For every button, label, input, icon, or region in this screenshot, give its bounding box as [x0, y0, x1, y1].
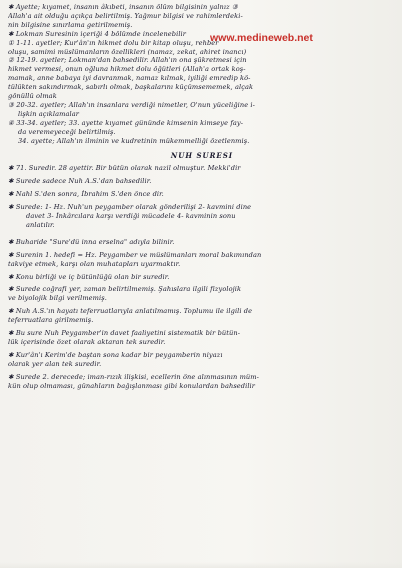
text-line: oluşu, samimi müslümanların özellikleri (namaz, zekat, ahiret inancı)	[8, 47, 247, 56]
text-line: Allah'a ait olduğu açıkça belirtilmiş. Yağmur bilgisi ve rahimlerdeki-	[8, 11, 243, 20]
text-line: ① 1-11. ayetler; Kur'ân'ın hikmet dolu bir kitap oluşu, rehber	[8, 38, 219, 47]
text-line: ③ 20-32. ayetler; Allah'ın insanlara verdiği nimetler, O'nun yüceliğine i-	[8, 100, 255, 109]
text-line: kün olup olmaması, günahların bağışlanması gibi konulardan bahsedilir	[8, 381, 256, 390]
text-line: takviye etmek, karşı olan muhatapları uyarmaktır.	[8, 259, 181, 268]
text-line: lük içerisinde özet olarak aktaran tek suredir.	[8, 338, 166, 346]
text-line: mamak, anne babaya iyi davranmak, namaz kılmak, iyiliği emredip kö-	[8, 74, 251, 83]
text-line: ✱ Bu sure Nuh Peygamber'in davet faaliyetini sistematik bir bütün-	[8, 329, 241, 338]
text-line: 34. ayette; Allah'ın ilminin ve kudretinin mükemmelliği özetlenmiş.	[18, 136, 250, 145]
text-line: ✱ Kur'ân'ı Kerim'de baştan sona kadar bir peygamberin niyazı	[8, 350, 223, 359]
text-line: ✱ Surede: 1- Hz. Nuh'un peygamber olarak gönderilişi 2- kavmini dine	[8, 203, 252, 212]
text-line: ✱ Surede sadece Nuh A.S.'dan bahsedilir.	[8, 177, 152, 186]
nuh-details-section	[8, 238, 396, 391]
text-line: teferruatlara girilmemiş.	[8, 316, 94, 325]
section-heading	[8, 152, 396, 161]
text-line: ✱ Ayette; kıyamet, insanın âkıbeti, insanın ölüm bilgisinin yalnız ③	[8, 3, 238, 11]
text-line: ✱ Surede 2. derecede; iman-rızık ilişkisi, ecellerin öne alınmasının müm-	[8, 372, 259, 381]
text-line: gönüllü olmak	[8, 92, 57, 101]
text-line: davet 3- İnkârcılara karşı verdiği mücadele 4- kavminin sonu	[26, 212, 236, 221]
text-line: ✱ 71. Suredir. 28 ayettir. Bir bütün olarak nazil olmuştur. Mekki'dir	[8, 164, 241, 173]
text-line: ve biyolojik bilgi verilmemiş.	[8, 294, 107, 303]
text-line: ✱ Surenin 1. hedefi = Hz. Peygamber ve müslümanları moral bakımından	[8, 250, 262, 259]
text-line: ✱ Konu birliği ve iç bütünlüğü olan bir suredir.	[8, 272, 170, 281]
page-edge-shadow	[0, 562, 402, 568]
text-line: hikmet vermesi, onun oğluna hikmet dolu öğütleri (Allah'a ortak koş-	[8, 65, 246, 74]
text-line: ✱ Nuh A.S.'ın hayatı teferruatlarıyla anlatılmamış. Toplumu ile ilgili de	[8, 307, 253, 316]
website-watermark: www.medineweb.net	[210, 32, 313, 44]
text-line: ✱ Surede coğrafi yer, zaman belirtilmemiş. Şahıslara ilgili fizyolojik	[8, 285, 242, 294]
text-line: lişkin açıklamalar	[18, 109, 79, 118]
text-line: ② 12-19. ayetler; Lokman'dan bahsedilir. Allah'ın ona şükretmesi için	[8, 56, 247, 65]
text-line: tülükten sakındırmak, sabırlı olmak, başkalarını küçümsememek, alçak	[8, 83, 254, 92]
text-line: olarak yer alan tek suredir.	[8, 359, 102, 368]
text-line: nin bilgisine sınırlama getirilmemiş.	[8, 20, 133, 29]
text-line: ✱ Buharide "Sure'dü inna erselna" adıyla bilinir.	[8, 237, 175, 246]
heading-text: NUH SURESİ	[167, 152, 237, 161]
text-line: ✱ Lokman Suresinin içeriği 4 bölümde incelenebilir	[8, 29, 187, 38]
text-line: da veremeyeceği belirtilmiş.	[18, 127, 116, 136]
nuh-facts-section	[8, 164, 396, 229]
text-line: anlatılır.	[26, 220, 55, 229]
lokman-section	[8, 3, 396, 146]
text-line: ✱ Nahl S.'den sonra, İbrahim S.'den önce dir.	[8, 190, 164, 199]
text-line: ④ 33-34. ayetler; 33. ayette kıyamet gününde kimsenin kimseye fay-	[8, 118, 244, 127]
